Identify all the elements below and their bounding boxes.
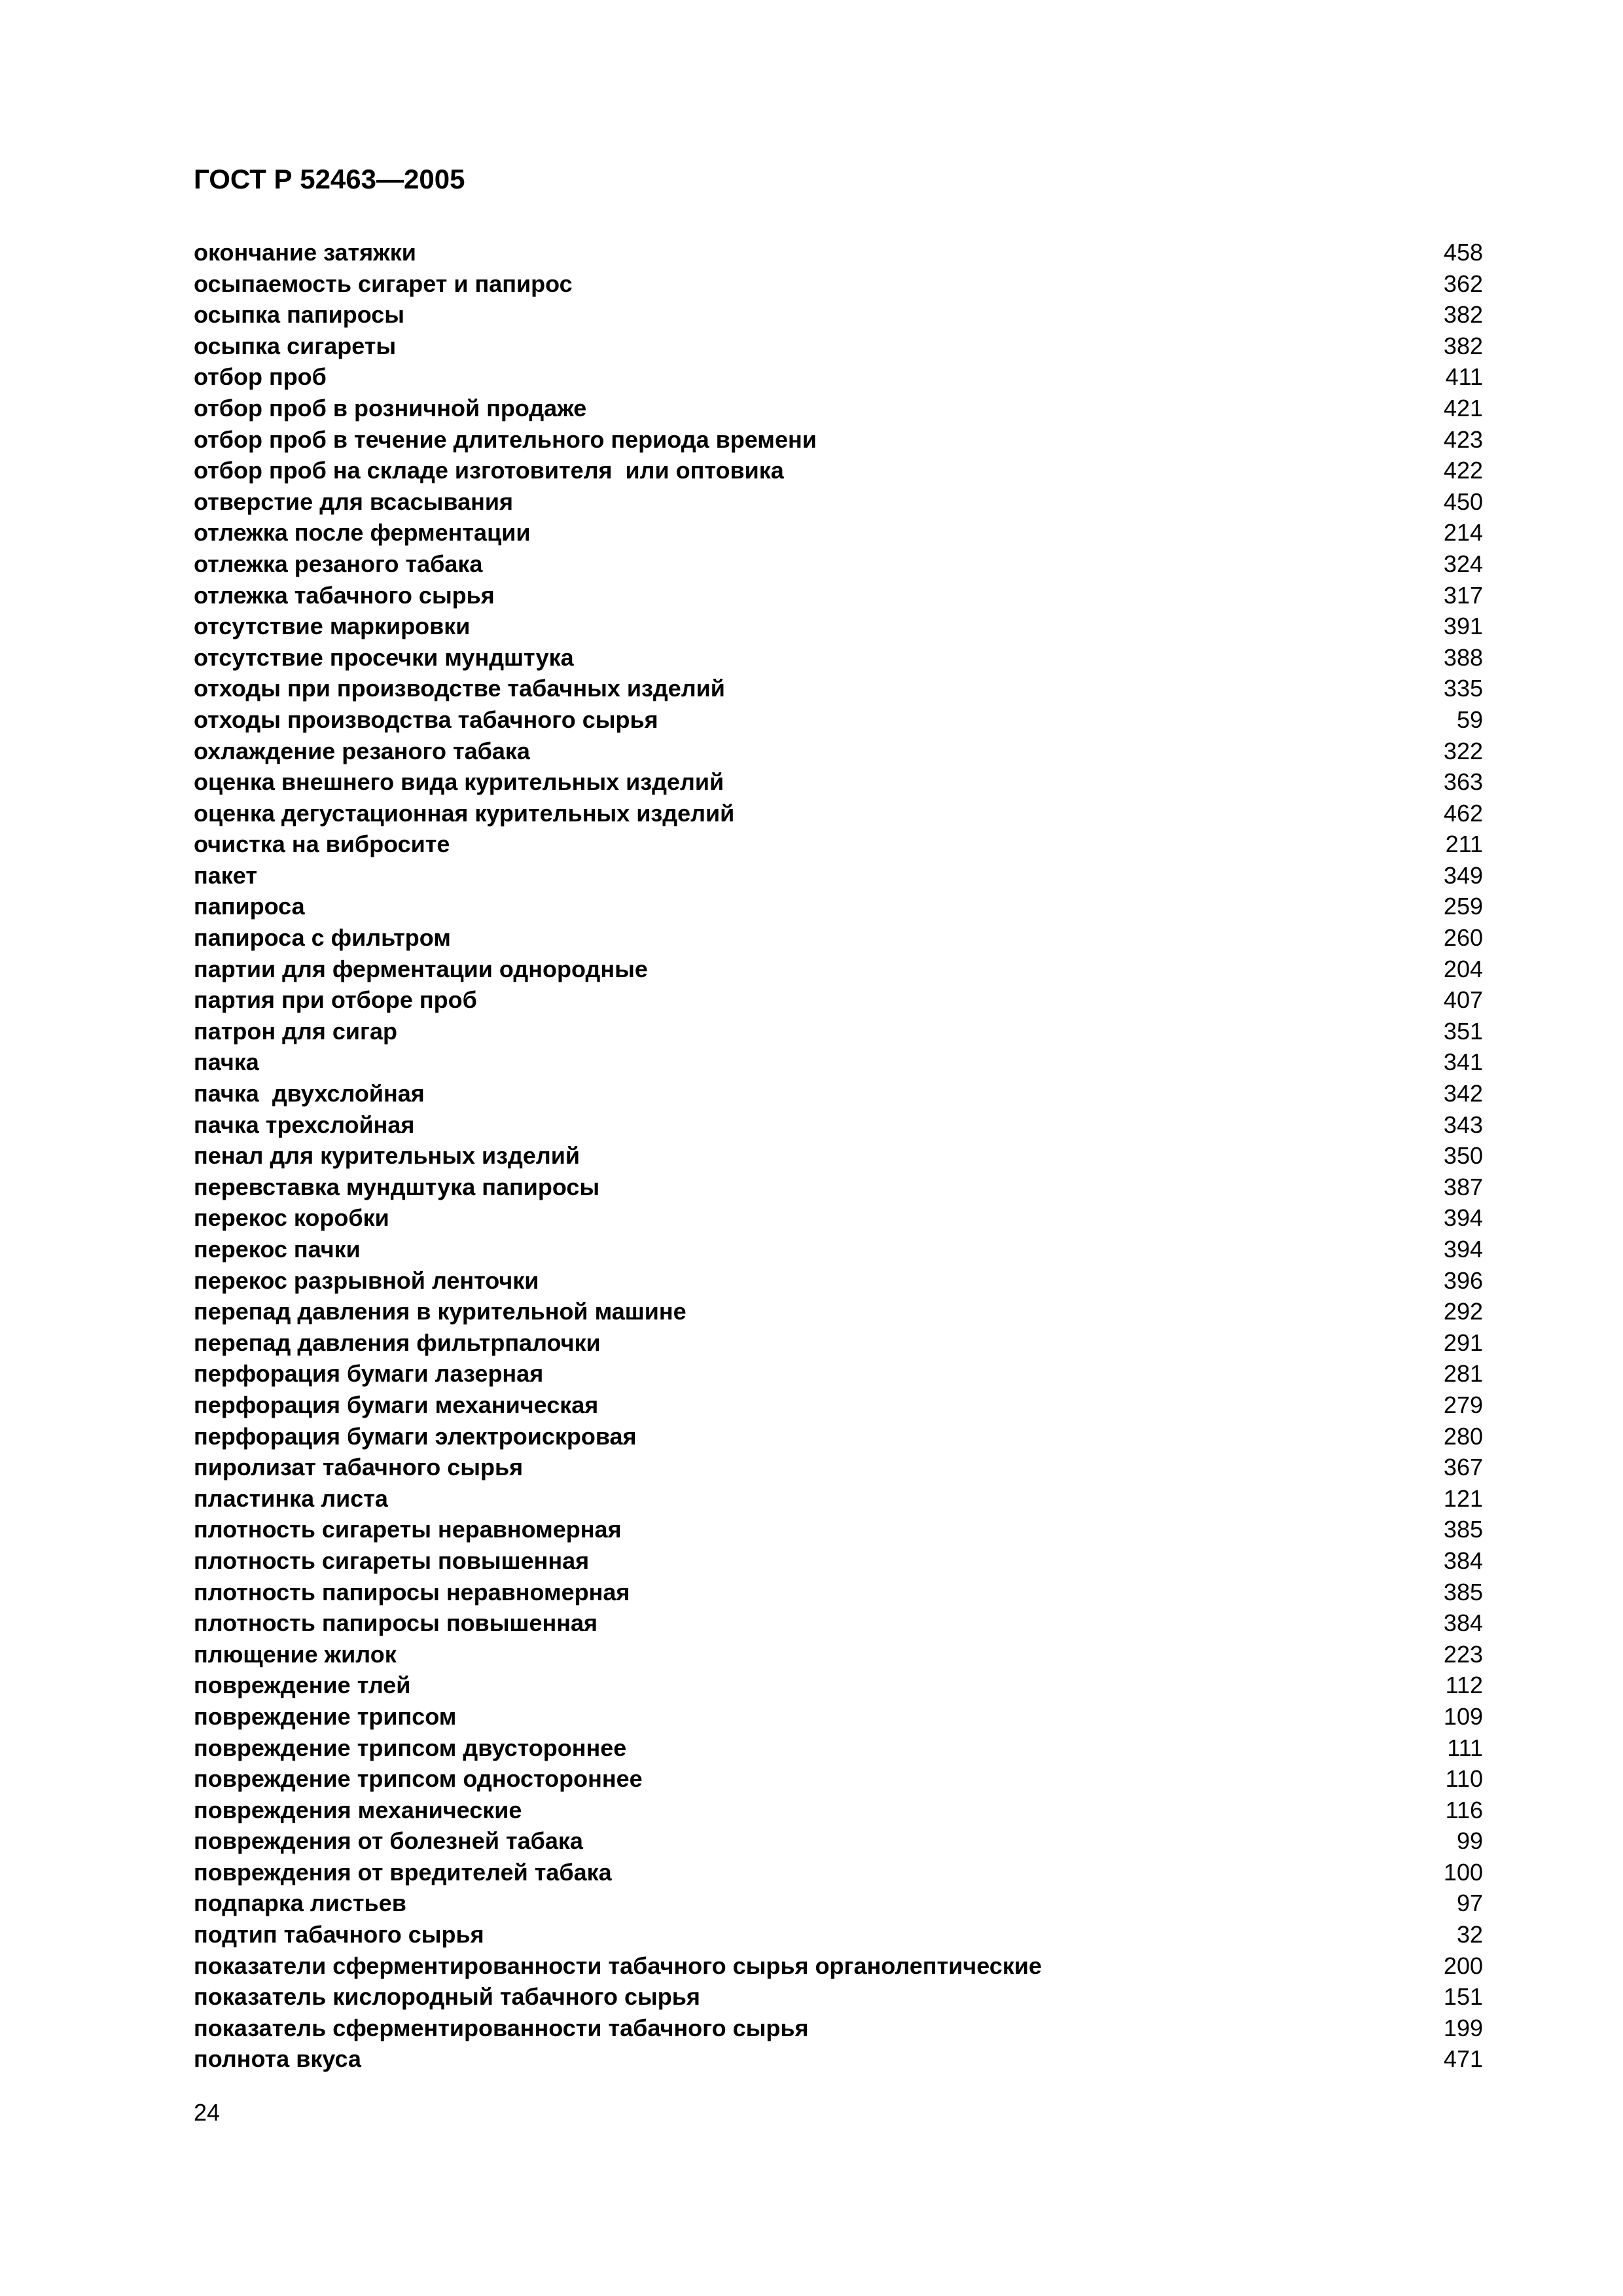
index-term: перфорация бумаги лазерная xyxy=(194,1360,544,1388)
index-entry xyxy=(194,1483,1483,1515)
index-term: плотность сигареты неравномерная xyxy=(194,1516,622,1543)
index-entry xyxy=(194,860,1483,891)
index-ref-number: 214 xyxy=(1443,519,1483,547)
index-ref-number: 199 xyxy=(1443,2014,1483,2041)
index-ref-number: 458 xyxy=(1443,239,1483,266)
index-entry xyxy=(194,1234,1483,1265)
index-ref-number: 211 xyxy=(1445,831,1483,858)
index-entry xyxy=(194,642,1483,673)
index-ref-number: 367 xyxy=(1443,1454,1483,1481)
index-term: плотность сигареты повышенная xyxy=(194,1547,590,1574)
index-ref-number: 385 xyxy=(1443,1516,1483,1543)
index-ref-number: 121 xyxy=(1443,1484,1483,1512)
index-entry xyxy=(194,1732,1483,1764)
index-entry xyxy=(194,1919,1483,1950)
index-entry xyxy=(194,1950,1483,1982)
index-term: отходы производства табачного сырья xyxy=(194,706,658,733)
index-entry xyxy=(194,1358,1483,1390)
index-ref-number: 200 xyxy=(1443,1952,1483,1979)
index-entry xyxy=(194,611,1483,642)
index-ref-number: 394 xyxy=(1443,1236,1483,1263)
index-ref-number: 280 xyxy=(1443,1422,1483,1450)
index-term: осыпаемость сигарет и папирос xyxy=(194,270,573,297)
index-ref-number: 421 xyxy=(1443,394,1483,422)
index-term: повреждения от вредителей табака xyxy=(194,1858,612,1886)
index-entry xyxy=(194,1172,1483,1203)
index-entry xyxy=(194,1047,1483,1078)
document-header: ГОСТ Р 52463—2005 xyxy=(194,164,465,194)
index-term: отсутствие просечки мундштука xyxy=(194,643,574,671)
index-term: пачка двухслойная xyxy=(194,1080,425,1107)
index-term: отсутствие маркировки xyxy=(194,613,471,640)
index-ref-number: 384 xyxy=(1443,1547,1483,1574)
index-term: отходы при производстве табачных изделий xyxy=(194,675,725,702)
index-term: полнота вкуса xyxy=(194,2045,361,2073)
index-term: оценка дегустационная курительных изделий xyxy=(194,799,735,827)
index-term: отверстие для всасывания xyxy=(194,488,513,515)
index-ref-number: 422 xyxy=(1443,457,1483,484)
index-ref-number: 387 xyxy=(1443,1173,1483,1200)
index-term: папироса с фильтром xyxy=(194,924,451,952)
index-entry xyxy=(194,237,1483,268)
index-term: патрон для сигар xyxy=(194,1017,398,1045)
index-ref-number: 382 xyxy=(1443,332,1483,359)
index-term: отбор проб в розничной продаже xyxy=(194,394,587,422)
index-term: повреждение трипсом одностороннее xyxy=(194,1765,643,1793)
index-term: отлежка табачного сырья xyxy=(194,581,495,609)
index-term: перепад давления в курительной машине xyxy=(194,1298,687,1325)
index-entry xyxy=(194,1825,1483,1857)
index-term: показатели сферментированности табачного сырья органолептические xyxy=(194,1952,1042,1979)
index-ref-number: 281 xyxy=(1443,1360,1483,1388)
index-entry xyxy=(194,517,1483,548)
index-term: перекос пачки xyxy=(194,1236,361,1263)
index-entry xyxy=(194,1327,1483,1359)
index-entry xyxy=(194,455,1483,486)
index-term: пенал для курительных изделий xyxy=(194,1142,580,1170)
index-entry xyxy=(194,1109,1483,1141)
index-entry xyxy=(194,2013,1483,2044)
index-entry xyxy=(194,1514,1483,1545)
index-entry xyxy=(194,1202,1483,1234)
index-entry xyxy=(194,891,1483,922)
index-term: перекос коробки xyxy=(194,1204,389,1232)
index-ref-number: 100 xyxy=(1443,1858,1483,1886)
index-entry xyxy=(194,1639,1483,1670)
index-ref-number: 259 xyxy=(1443,893,1483,920)
index-entry xyxy=(194,1421,1483,1452)
index-term: осыпка сигареты xyxy=(194,332,397,359)
index-term: папироса xyxy=(194,893,305,920)
index-entry xyxy=(194,1888,1483,1919)
index-entry xyxy=(194,486,1483,518)
index-entry xyxy=(194,548,1483,580)
index-entry xyxy=(194,829,1483,860)
index-ref-number: 223 xyxy=(1443,1640,1483,1668)
index-entry xyxy=(194,673,1483,704)
index-term: плотность папиросы повышенная xyxy=(194,1609,597,1637)
index-entry xyxy=(194,922,1483,954)
index-ref-number: 407 xyxy=(1443,986,1483,1014)
index-ref-number: 362 xyxy=(1443,270,1483,297)
index-ref-number: 471 xyxy=(1443,2045,1483,2073)
index-entry xyxy=(194,1265,1483,1297)
index-term: оценка внешнего вида курительных изделий xyxy=(194,768,724,796)
index-ref-number: 396 xyxy=(1443,1266,1483,1294)
index-ref-number: 112 xyxy=(1445,1672,1483,1699)
index-ref-number: 343 xyxy=(1443,1111,1483,1138)
index-entry xyxy=(194,2043,1483,2075)
index-ref-number: 350 xyxy=(1443,1142,1483,1170)
index-entry xyxy=(194,361,1483,393)
index-entry xyxy=(194,704,1483,736)
index-term: перфорация бумаги механическая xyxy=(194,1391,599,1418)
index-term: пластинка листа xyxy=(194,1484,388,1512)
index-term: повреждение трипсом xyxy=(194,1702,457,1730)
index-term: охлаждение резаного табака xyxy=(194,737,530,764)
index-ref-number: 317 xyxy=(1443,581,1483,609)
index-ref-number: 111 xyxy=(1447,1734,1483,1761)
index-term: отбор проб xyxy=(194,363,327,391)
index-term: пачка трехслойная xyxy=(194,1111,415,1138)
index-term: пачка xyxy=(194,1049,259,1076)
index-entry xyxy=(194,798,1483,829)
index-term: повреждения механические xyxy=(194,1796,522,1823)
index-entry xyxy=(194,1390,1483,1421)
index-entry xyxy=(194,954,1483,985)
index-term: партии для ферментации однородные xyxy=(194,955,648,982)
index-ref-number: 204 xyxy=(1443,955,1483,982)
index-ref-number: 99 xyxy=(1456,1827,1483,1855)
index-entry xyxy=(194,1795,1483,1826)
page-number: 24 xyxy=(194,2099,221,2126)
index-ref-number: 32 xyxy=(1456,1921,1483,1948)
index-ref-number: 341 xyxy=(1443,1049,1483,1076)
index-term: отлежка после ферментации xyxy=(194,519,531,547)
index-entry xyxy=(194,580,1483,611)
index-entry xyxy=(194,393,1483,424)
index-entry xyxy=(194,1016,1483,1047)
index-ref-number: 291 xyxy=(1443,1329,1483,1356)
index-term: повреждение трипсом двустороннее xyxy=(194,1734,627,1761)
index-ref-number: 324 xyxy=(1443,550,1483,577)
index-term: показатель сферментированности табачного сырья xyxy=(194,2014,809,2041)
index-entry xyxy=(194,299,1483,331)
index-entry xyxy=(194,1577,1483,1608)
index-entry xyxy=(194,1452,1483,1483)
index-ref-number: 382 xyxy=(1443,301,1483,329)
index-ref-number: 462 xyxy=(1443,799,1483,827)
index-term: осыпка папиросы xyxy=(194,301,404,329)
index-ref-number: 423 xyxy=(1443,425,1483,453)
index-term: перфорация бумаги электроискровая xyxy=(194,1422,637,1450)
index-entry xyxy=(194,1607,1483,1639)
index-ref-number: 322 xyxy=(1443,737,1483,764)
index-ref-number: 260 xyxy=(1443,924,1483,952)
index-term: перекос разрывной ленточки xyxy=(194,1266,539,1294)
index-ref-number: 151 xyxy=(1443,1983,1483,2011)
index-term: плющение жилок xyxy=(194,1640,397,1668)
index-term: плотность папиросы неравномерная xyxy=(194,1578,630,1605)
index-ref-number: 279 xyxy=(1443,1391,1483,1418)
index-ref-number: 109 xyxy=(1443,1702,1483,1730)
index-entry xyxy=(194,1140,1483,1172)
index-ref-number: 116 xyxy=(1445,1796,1483,1823)
index-entry xyxy=(194,1981,1483,2013)
index-ref-number: 394 xyxy=(1443,1204,1483,1232)
index-entry xyxy=(194,736,1483,767)
index-ref-number: 391 xyxy=(1443,613,1483,640)
index-ref-number: 351 xyxy=(1443,1017,1483,1045)
index-term: отбор проб на складе изготовителя или оптовика xyxy=(194,457,784,484)
index-entry xyxy=(194,984,1483,1016)
index-term: отлежка резаного табака xyxy=(194,550,483,577)
index-ref-number: 349 xyxy=(1443,861,1483,889)
index-entry xyxy=(194,1078,1483,1109)
index-ref-number: 363 xyxy=(1443,768,1483,796)
index-term: пиролизат табачного сырья xyxy=(194,1454,524,1481)
index-list xyxy=(194,237,1483,2075)
index-term: очистка на вибросите xyxy=(194,831,450,858)
index-entry xyxy=(194,1670,1483,1701)
index-ref-number: 97 xyxy=(1456,1890,1483,1917)
index-term: партия при отборе проб xyxy=(194,986,477,1014)
index-term: перевставка мундштука папиросы xyxy=(194,1173,600,1200)
index-entry xyxy=(194,331,1483,362)
index-entry xyxy=(194,1296,1483,1327)
index-term: подтип табачного сырья xyxy=(194,1921,484,1948)
index-term: подпарка листьев xyxy=(194,1890,406,1917)
index-entry xyxy=(194,1763,1483,1795)
index-term: пакет xyxy=(194,861,257,889)
index-term: показатель кислородный табачного сырья xyxy=(194,1983,700,2011)
index-ref-number: 335 xyxy=(1443,675,1483,702)
index-ref-number: 384 xyxy=(1443,1609,1483,1637)
index-ref-number: 385 xyxy=(1443,1578,1483,1605)
index-ref-number: 342 xyxy=(1443,1080,1483,1107)
index-entry xyxy=(194,766,1483,798)
index-term: окончание затяжки xyxy=(194,239,416,266)
index-term: отбор проб в течение длительного периода времени xyxy=(194,425,817,453)
index-term: перепад давления фильтрпалочки xyxy=(194,1329,601,1356)
index-entry xyxy=(194,1701,1483,1732)
index-entry xyxy=(194,1545,1483,1577)
index-ref-number: 388 xyxy=(1443,643,1483,671)
index-ref-number: 59 xyxy=(1456,706,1483,733)
index-ref-number: 292 xyxy=(1443,1298,1483,1325)
index-term: повреждения от болезней табака xyxy=(194,1827,583,1855)
index-ref-number: 450 xyxy=(1443,488,1483,515)
index-ref-number: 110 xyxy=(1445,1765,1483,1793)
index-term: повреждение тлей xyxy=(194,1672,411,1699)
index-entry xyxy=(194,1857,1483,1888)
index-ref-number: 411 xyxy=(1445,363,1483,391)
index-entry xyxy=(194,424,1483,456)
index-entry xyxy=(194,268,1483,300)
